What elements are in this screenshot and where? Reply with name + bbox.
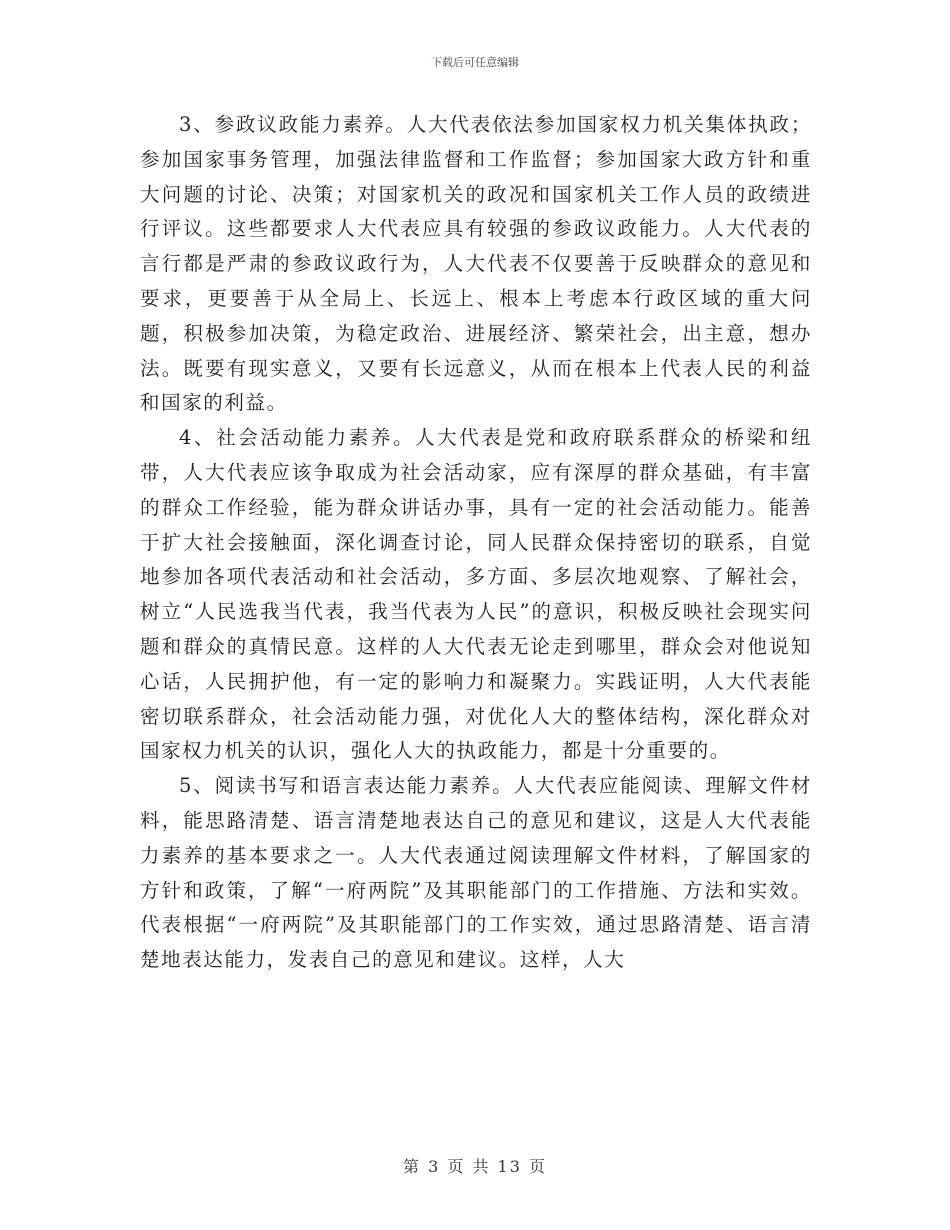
page-header: 下载后可任意编辑 <box>431 56 519 69</box>
paragraph-reading-writing: 5、阅读书写和语言表达能力素养。人大代表应能阅读、理解文件材料，能思路清楚、语言清楚地表达自己的意见和建议，这是人大代表能力素养的基本要求之一。人大代表通过阅读理解文件材料，了解国家的方针和政策，了解“一府两院”及其职能部门的工作措施、方法和实效。代表根据“一府两院”及其职能部门的工作实效，通过思路清楚、语言清楚地表达能力，发表自己的意见和建议。这样，人大 <box>140 774 812 972</box>
paragraph-social-activity: 4、社会活动能力素养。人大代表是党和政府联系群众的桥梁和纽带，人大代表应该争取成为社会活动家，应有深厚的群众基础，有丰富的群众工作经验，能为群众讲话办事，具有一定的社会活动能力。能善于扩大社会接触面，深化调查讨论，同人民群众保持密切的联系，自觉地参加各项代表活动和社会活动，多方面、多层次地观察、了解社会，树立“人民选我当代表，我当代表为人民”的意识，积极反映社会现实问题和群众的真情民意。这样的人大代表无论走到哪里，群众会对他说知心话，人民拥护他，有一定的影响力和凝聚力。实践证明，人大代表能密切联系群众，社会活动能力强，对优化人大的整体结构，深化群众对国家权力机关的认识，强化人大的执政能力，都是十分重要的。 <box>140 426 812 763</box>
paragraph-political-participation: 3、参政议政能力素养。人大代表依法参加国家权力机关集体执政；参加国家事务管理，加强法律监督和工作监督；参加国家大政方针和重大问题的讨论、决策；对国家机关的政况和国家机关工作人员的政绩进行评议。这些都要求人大代表应具有较强的参政议政能力。人大代表的言行都是严肃的参政议政行为，人大代表不仅要善于反映群众的意见和要求，更要善于从全局上、长远上、根本上考虑本行政区域的重大问题，积极参加决策，为稳定政治、进展经济、繁荣社会，出主意，想办法。既要有现实意义，又要有长远意义，从而在根本上代表人民的利益和国家的利益。 <box>140 113 812 415</box>
page-number: 第 3 页 共 13 页 <box>403 1157 547 1176</box>
document-body <box>140 108 812 978</box>
